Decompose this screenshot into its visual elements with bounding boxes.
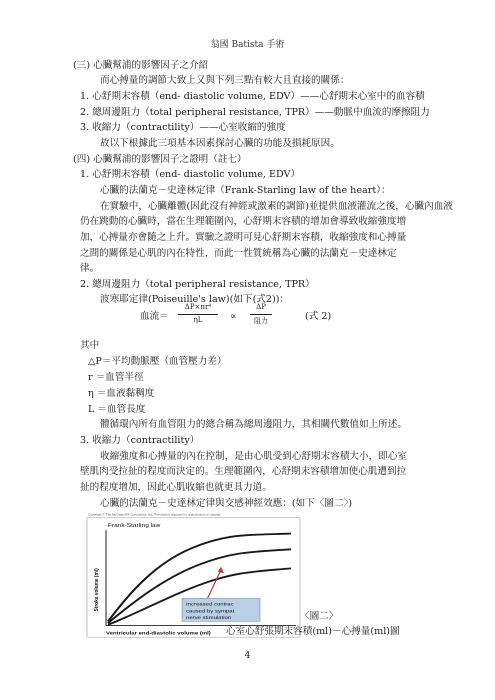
paragraph: 仍在跳動的心臟時，當在生理範圍內，心舒期末容積的增加會導致收縮強度增: [80, 216, 407, 227]
page-header: 翁國 Batista 手術: [210, 40, 285, 50]
paragraph: 在實驗中，心臟離體(因此沒有神經或激素的調節)並提供血液灌流之後，心臟內血液: [100, 201, 453, 212]
definition: r ＝血管半徑: [88, 372, 144, 383]
list-item: 1. 心舒期末容積（end- diastolic volume, EDV）: [80, 169, 301, 180]
fraction-numerator: ΔP×πr⁴: [184, 303, 212, 311]
paragraph: 收縮強度和心搏量的內在控制，是由心肌受到心舒期末容積大小，即心室: [100, 451, 407, 462]
callout-line-1: Increased contrac: [186, 602, 234, 608]
paragraph: 而心搏量的調節大致上又與下列三點有較大且直接的關係：: [100, 75, 350, 86]
list-item: 3. 收縮力（contractility）——心室收縮的強度: [80, 122, 286, 133]
paragraph: 律。: [80, 263, 100, 274]
callout-line-2: caused by sympat: [186, 608, 235, 615]
frank-starling-figure: [86, 512, 301, 638]
paragraph: 之間的關係是心肌的內在特性，而此一性質統稱為心臟的法蘭克－史達林定: [80, 248, 397, 259]
fraction-numerator: ΔP: [256, 303, 266, 311]
paragraph: 體循環內所有血管阻力的總合稱為總周邊阻力，其相關代數值如上所述。: [100, 419, 407, 430]
figure-copyright: Copyright © The McGraw-Hill Companies, Inc. Permission required for reproduction or display.: [88, 512, 221, 517]
paragraph: 心臟的法蘭克－史達林定律與交感神經效應：(如下〈圖二〉): [100, 498, 353, 509]
equation-2: [140, 303, 350, 333]
list-item: 2. 總周邊阻力（total peripheral resistance, TPR）: [80, 279, 315, 290]
proportional-symbol: ∝: [230, 311, 237, 322]
figure-title: Frank-Starling law: [108, 523, 161, 529]
figure-label: 〈圖二〉: [300, 611, 339, 622]
definition: △P＝平均動脈壓（血管壓力差）: [88, 356, 227, 367]
x-axis-label: Ventricular end-diastolic volume (ml): [106, 631, 211, 637]
y-axis-label: Stroke volume (ml): [93, 568, 101, 612]
section-heading: (三) 心臟幫浦的影響因子之介紹: [73, 60, 209, 71]
equation-tag: (式 2): [305, 311, 332, 322]
fraction-denominator: 阻力: [254, 317, 268, 325]
paragraph: 其中: [80, 340, 100, 351]
list-item: 3. 收縮力（contractility）: [80, 435, 200, 446]
fraction-denominator: ηL: [193, 316, 203, 324]
paragraph: 故以下根據此三項基本因素探討心臟的功能及損耗原因。: [100, 138, 340, 149]
paragraph: 扯的程度增加，因此心肌收縮也就更具力道。: [80, 482, 272, 493]
figure-caption: 心室心舒張期末容積(ml)－心搏量(ml)圖: [226, 626, 400, 637]
fraction-bar: [250, 314, 272, 315]
fraction-bar: [178, 314, 218, 315]
list-item: 1. 心舒期末容積（end- diastolic volume, EDV）——心舒期末心室中的血容積: [80, 91, 425, 102]
definition: L ＝血管長度: [88, 404, 146, 415]
definition: η ＝血液黏稠度: [88, 388, 155, 399]
callout-line-3: nerve stimulation: [186, 615, 232, 621]
equation-lhs: 血流＝: [140, 311, 169, 322]
section-heading: (四) 心臟幫浦的影響因子之證明（註七）: [73, 154, 247, 165]
paragraph: 心臟的法蘭克－史達林定律（Frank-Starling law of the heart）：: [100, 185, 391, 196]
page-number: 4: [244, 651, 251, 661]
list-item: 2. 總周邊阻力（total peripheral resistance, TPR）——動脈中血流的摩擦阻力: [80, 107, 430, 118]
paragraph: 波寒耶定律(Poiseuille's law)(如下(式2))：: [100, 294, 290, 305]
paragraph: 壁肌肉受拉扯的程度而決定的。生理範圍內，心舒期末容積增加使心肌遭到拉: [80, 466, 407, 477]
paragraph: 加，心搏量亦會隨之上升。實驗之證明可見心舒期末容積，收縮強度和心搏量: [80, 232, 407, 243]
